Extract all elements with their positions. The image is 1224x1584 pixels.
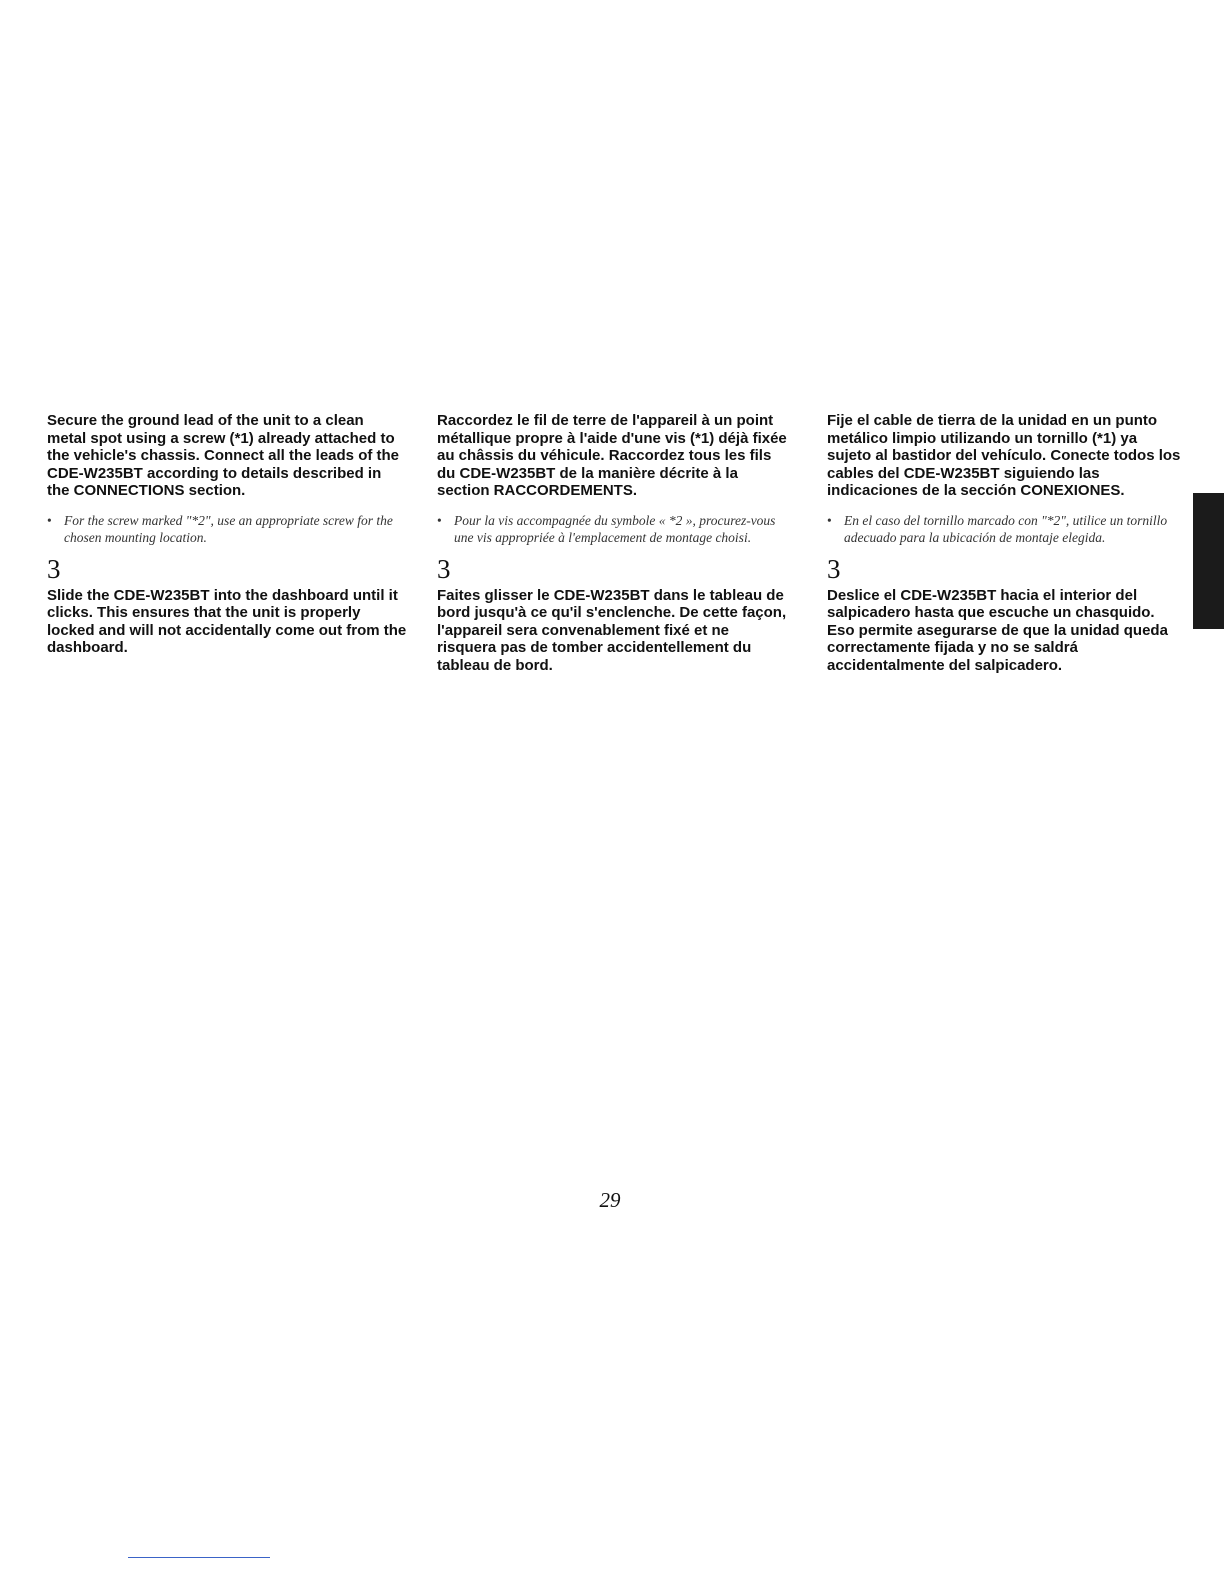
screw-mark: *1 [695, 429, 710, 447]
bullet: • [827, 512, 832, 528]
english-column [47, 412, 407, 657]
screw-mark: *1 [1097, 429, 1112, 447]
french-step-text: Faites glisser le CDE-W235BT dans le tableau de bord jusqu'à ce qu'il s'enclenche. De cette façon, l'appareil sera convenablement fixé et ne risquera pas de tomber accidentellement du tableau de bord. [437, 586, 787, 674]
english-note: • For the screw marked "*2", use an appropriate screw for the chosen mounting location. [47, 512, 393, 545]
page-number: 29 [599, 1188, 621, 1212]
section-tab-marker [1193, 493, 1224, 629]
spanish-intro: Fije el cable de tierra de la unidad en un punto metálico limpio utilizando un tornillo (*1) ya sujeto al bastidor del vehículo. Conecte todos los cables del CDE-W235BT siguiendo las indicaciones de la sección CONEXIONES. [827, 412, 1181, 499]
bullet: • [437, 512, 442, 528]
english-intro: Secure the ground lead of the unit to a clean metal spot using a screw (*1) already attached to the vehicle's chassis. Connect all the leads of the CDE-W235BT according to details described in the CONNECTIONS section. [47, 412, 400, 499]
french-column [437, 412, 792, 674]
english-step-text: Slide the CDE-W235BT into the dashboard until it clicks. This ensures that the unit is properly locked and will not accidentally come out from the dashboard. [47, 586, 407, 656]
english-step-number: 3 [47, 553, 61, 584]
footer-divider [128, 1557, 270, 1558]
spanish-column [827, 412, 1182, 674]
spanish-step-text: Deslice el CDE-W235BT hacia el interior del salpicadero hasta que escuche un chasquido. Eso permite asegurarse de que la unidad queda correctamente fijada y no se saldrá accidentalmente del salpicadero. [827, 586, 1168, 674]
spanish-step-number: 3 [827, 553, 841, 584]
french-step-number: 3 [437, 553, 451, 584]
french-note: • Pour la vis accompagnée du symbole « *2 », procurez-vous une vis appropriée à l'emplacement de montage choisi. [437, 512, 776, 545]
bullet: • [47, 512, 52, 528]
french-intro: Raccordez le fil de terre de l'appareil à un point métallique propre à l'aide d'une vis (*1) déjà fixée au châssis du véhicule. Raccordez tous les fils du CDE-W235BT de la manière décrite à la section RACCORDEMENTS. [437, 412, 787, 499]
spanish-note: • En el caso del tornillo marcado con "*2", utilice un tornillo adecuado para la ubicación de montaje elegida. [827, 512, 1168, 545]
screw-mark: *1 [234, 429, 249, 447]
